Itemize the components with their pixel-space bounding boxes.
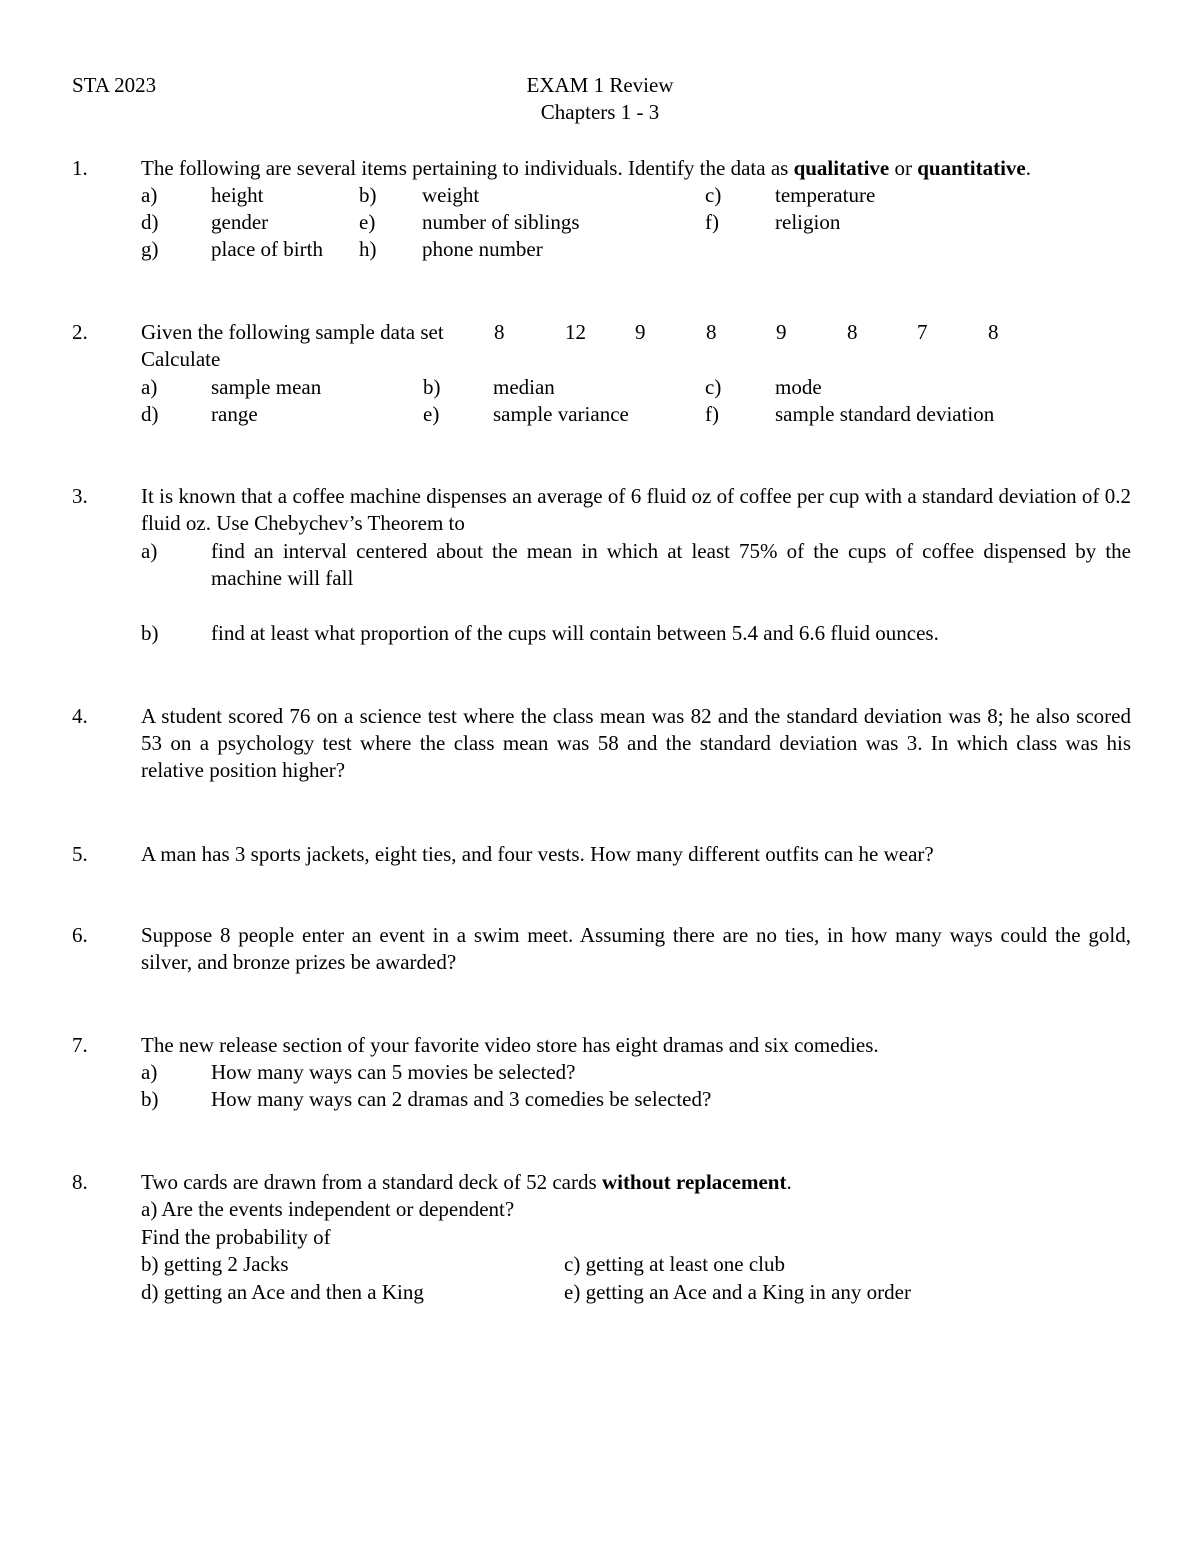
sub-question-d: d) getting an Ace and then a King: [141, 1280, 424, 1304]
option-text: find at least what proportion of the cups will contain between 5.4 and 6.6 fluid ounces.: [211, 621, 939, 645]
option-letter: f): [705, 210, 719, 234]
option-text: How many ways can 5 movies be selected?: [211, 1060, 576, 1084]
option-text: height: [211, 183, 264, 207]
question-number: 4.: [72, 704, 88, 728]
option-letter: a): [141, 375, 158, 399]
question-number: 1.: [72, 156, 88, 180]
option-text: temperature: [775, 183, 876, 207]
option-letter: d): [141, 210, 159, 234]
emphasis-without-replacement: without replacement: [601, 1170, 787, 1194]
question-text: The new release section of your favorite video store has eight dramas and six comedies.: [141, 1033, 879, 1057]
option-letter: b): [141, 1087, 159, 1111]
question-number: 3.: [72, 484, 88, 508]
option-letter: c): [705, 375, 722, 399]
option-letter: e): [423, 402, 440, 426]
option-text: mode: [775, 375, 822, 399]
option-letter: c): [705, 183, 722, 207]
question-text: [141, 155, 1031, 182]
option-text: How many ways can 2 dramas and 3 comedies be selected?: [211, 1087, 712, 1111]
data-value: 8: [494, 320, 505, 344]
sub-question-e: e) getting an Ace and a King in any order: [564, 1280, 911, 1304]
question-number: 6.: [72, 923, 88, 947]
option-letter: h): [359, 237, 377, 261]
emphasis-quantitative: quantitative: [917, 156, 1026, 180]
option-letter: b): [141, 621, 159, 645]
data-value: 8: [988, 320, 999, 344]
find-probability-label: Find the probability of: [141, 1225, 331, 1249]
data-value: 12: [565, 320, 586, 344]
option-text: religion: [775, 210, 841, 234]
option-text: range: [211, 402, 258, 426]
sub-question-a: a) Are the events independent or dependent?: [141, 1197, 515, 1221]
option-text: phone number: [422, 237, 543, 261]
option-text: weight: [422, 183, 480, 207]
question-number: 7.: [72, 1033, 88, 1057]
option-text: sample mean: [211, 375, 322, 399]
question-text-part: .: [786, 1170, 792, 1194]
option-text: place of birth: [211, 237, 323, 261]
option-text: median: [493, 375, 555, 399]
question-text-part: Two cards are drawn from a standard deck of 52 cards: [141, 1170, 602, 1194]
data-value: 8: [847, 320, 858, 344]
option-text: number of siblings: [422, 210, 580, 234]
sub-question-b: b) getting 2 Jacks: [141, 1252, 289, 1276]
data-value: 7: [917, 320, 928, 344]
option-letter: b): [423, 375, 441, 399]
question-text: A man has 3 sports jackets, eight ties, and four vests. How many different outfits can he wear?: [141, 842, 934, 866]
question-number: 8.: [72, 1170, 88, 1194]
emphasis-qualitative: qualitative: [793, 156, 890, 180]
option-letter: g): [141, 237, 159, 261]
question-text-part: The following are several items pertaining to individuals. Identify the data as: [141, 156, 794, 180]
question-text: [141, 1169, 792, 1196]
option-text: find an interval centered about the mean in which at least 75% of the cups of coffee dispensed by the machine will fall: [211, 539, 1131, 590]
option-text: sample variance: [493, 402, 629, 426]
option-letter: d): [141, 402, 159, 426]
question-text: A student scored 76 on a science test where the class mean was 82 and the standard deviation was 8; he also scored 53 on a psychology test where the class mean was 58 and the standard deviation was 3. In which class was his relative position higher?: [141, 704, 1131, 782]
question-number: 5.: [72, 842, 88, 866]
option-letter: b): [359, 183, 377, 207]
calculate-label: Calculate: [141, 347, 221, 371]
question-text-part: or: [889, 156, 918, 180]
option-letter: f): [705, 402, 719, 426]
option-letter: a): [141, 183, 158, 207]
option-text: gender: [211, 210, 269, 234]
option-letter: a): [141, 1060, 158, 1084]
course-code: STA 2023: [72, 73, 157, 97]
question-text-part: .: [1025, 156, 1031, 180]
data-value: 9: [635, 320, 646, 344]
option-letter: a): [141, 539, 158, 563]
data-value: 9: [776, 320, 787, 344]
question-text: Suppose 8 people enter an event in a swim meet. Assuming there are no ties, in how many ways could the gold, silver, and bronze prizes be awarded?: [141, 923, 1131, 974]
question-number: 2.: [72, 320, 88, 344]
question-text: Given the following sample data set: [141, 320, 444, 344]
option-text: sample standard deviation: [775, 402, 995, 426]
option-letter: e): [359, 210, 376, 234]
data-value: 8: [706, 320, 717, 344]
sub-question-c: c) getting at least one club: [564, 1252, 786, 1276]
page-subtitle: Chapters 1 - 3: [540, 100, 660, 124]
question-text: It is known that a coffee machine dispenses an average of 6 fluid oz of coffee per cup with a standard deviation of 0.2 fluid oz. Use Chebychev’s Theorem to: [141, 484, 1131, 535]
page-title: EXAM 1 Review: [526, 73, 674, 97]
